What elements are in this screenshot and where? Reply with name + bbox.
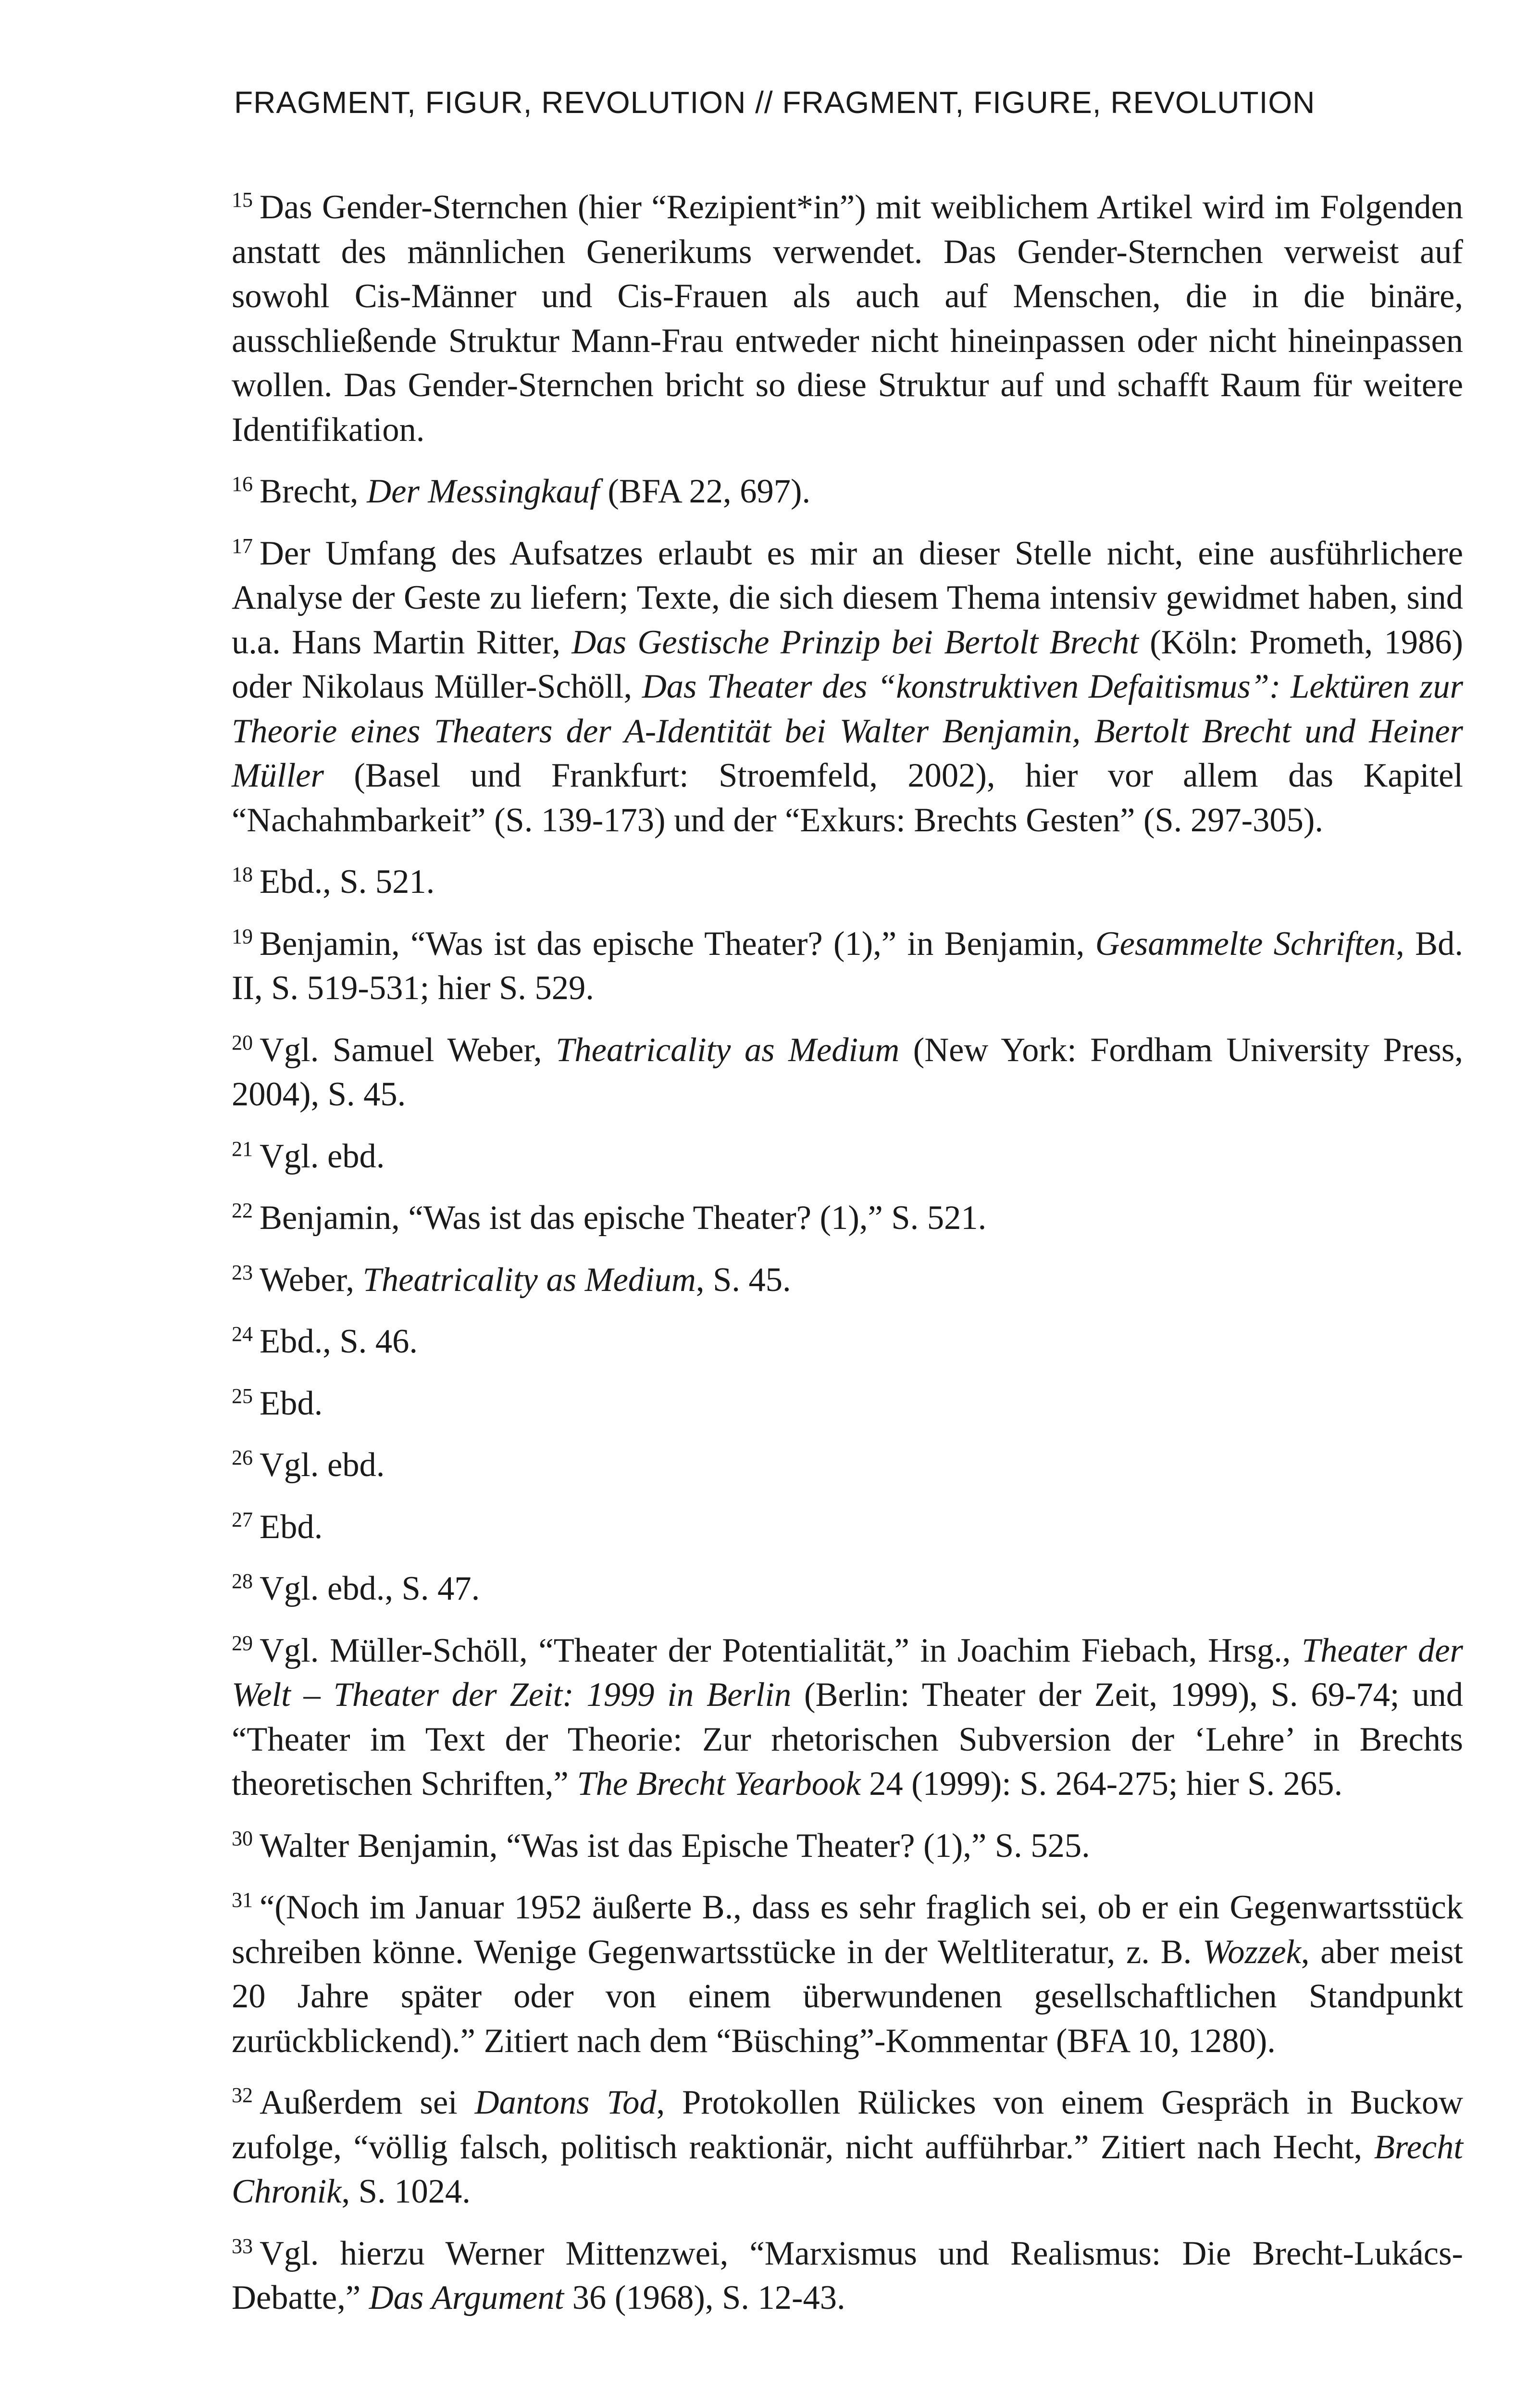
footnote: $^{31}$ “(Noch im Januar 1952 äußerte B., dass es sehr fraglich sei, ob er ein Gegenwartsstück schreiben könne. Wenige Gegenwartsstücke in der Weltliteratur, z. B. Wozzek, aber meist 20 Jahre später oder von einem überwundenen gesellschaftlichen Standpunkt zurückblickend).” Zitiert nach dem “Büsching”-Kommentar (BFA 10, 1280). <box>232 1888 1463 2060</box>
footnote: $^{21}$ Vgl. ebd. <box>232 1137 385 1175</box>
footnote-number: 32 <box>232 2083 253 2107</box>
footnote-number: 15 <box>232 188 253 212</box>
footnotes-list <box>232 185 1463 2338</box>
footnote-number: 30 <box>232 1826 253 1850</box>
footnote-number: 23 <box>232 1260 253 1284</box>
footnote: $^{33}$ Vgl. hierzu Werner Mittenzwei, “Marxismus und Realismus: Die Brecht-Lukács-Debatte,” Das Argument 36 (1968), S. 12-43. <box>232 2234 1463 2316</box>
footnote: $^{18}$ Ebd., S. 521. <box>232 863 435 901</box>
footnote: $^{29}$ Vgl. Müller-Schöll, “Theater der Potentialität,” in Joachim Fiebach, Hrsg., Theater der Welt – Theater der Zeit: 1999 in Berlin (Berlin: Theater der Zeit, 1999), S. 69-74; und “Theater im Text der Theorie: Zur rhetorischen Subversion der ‘Lehre’ in Brechts theoretischen Schriften,” The Brecht Yearbook 24 (1999): S. 264-275; hier S. 265. <box>232 1631 1463 1803</box>
footnote: $^{24}$ Ebd., S. 46. <box>232 1322 418 1360</box>
footnote-number: 17 <box>232 534 253 558</box>
footnote-number: 33 <box>232 2234 253 2258</box>
footnote: $^{26}$ Vgl. ebd. <box>232 1446 385 1484</box>
footnote: $^{30}$ Walter Benjamin, “Was ist das Epische Theater? (1),” S. 525. <box>232 1826 1090 1865</box>
footnote-number: 16 <box>232 472 253 496</box>
running-header: FRAGMENT, FIGUR, REVOLUTION // FRAGMENT, FIGURE, REVOLUTION <box>234 85 1316 120</box>
footnote: $^{27}$ Ebd. <box>232 1507 323 1546</box>
footnote-number: 26 <box>232 1446 253 1469</box>
footnote-number: 29 <box>232 1631 253 1655</box>
footnote: $^{25}$ Ebd. <box>232 1384 323 1422</box>
footnote: $^{19}$ Benjamin, “Was ist das epische Theater? (1),” in Benjamin, Gesammelte Schriften, Bd. II, S. 519-531; hier S. 529. <box>232 924 1463 1007</box>
footnote-number: 25 <box>232 1384 253 1408</box>
footnote-number: 19 <box>232 924 253 948</box>
footnote: $^{17}$ Der Umfang des Aufsatzes erlaubt es mir an dieser Stelle nicht, eine ausführlichere Analyse der Geste zu liefern; Texte, die sich diesem Thema intensiv gewidmet haben, sind u.a. Hans Martin Ritter, Das Gestische Prinzip bei Bertolt Brecht (Köln: Prometh, 1986) oder Nikolaus Müller-Schöll, Das Theater des “konstruktiven Defaitismus”: Lektüren zur Theorie eines Theaters der A-Identität bei Walter Benjamin, Bertolt Brecht und Heiner Müller (Basel und Frankfurt: Stroemfeld, 2002), hier vor allem das Kapitel “Nachahmbarkeit” (S. 139-173) und der “Exkurs: Brechts Gesten” (S. 297-305). <box>232 534 1463 839</box>
footnote-number: 27 <box>232 1507 253 1531</box>
footnote-number: 21 <box>232 1137 253 1161</box>
footnote: $^{28}$ Vgl. ebd., S. 47. <box>232 1569 480 1607</box>
footnote-number: 18 <box>232 863 253 886</box>
footnote: $^{32}$ Außerdem sei Dantons Tod, Protokollen Rülickes von einem Gespräch in Buckow zufolge, “völlig falsch, politisch reaktionär, nicht aufführbar.” Zitiert nach Hecht, Brecht Chronik, S. 1024. <box>232 2083 1463 2210</box>
footnote: $^{16}$ Brecht, Der Messingkauf (BFA 22, 697). <box>232 472 811 510</box>
footnote: $^{20}$ Vgl. Samuel Weber, Theatricality as Medium (New York: Fordham University Press, 2004), S. 45. <box>232 1030 1463 1113</box>
footnote: $^{23}$ Weber, Theatricality as Medium, S. 45. <box>232 1260 791 1299</box>
footnote: $^{15}$ Das Gender-Sternchen (hier “Rezipient*in”) mit weiblichem Artikel wird im Folgenden anstatt des männlichen Generikums verwendet. Das Gender-Sternchen verweist auf sowohl Cis-Männer und Cis-Frauen als auch auf Menschen, die in die binäre, ausschließende Struktur Mann-Frau entweder nicht hineinpassen oder nicht hineinpassen wollen. Das Gender-Sternchen bricht so diese Struktur auf und schafft Raum für weitere Identifikation. <box>232 188 1463 449</box>
footnote-number: 28 <box>232 1569 253 1593</box>
footnote: $^{22}$ Benjamin, “Was ist das epische Theater? (1),” S. 521. <box>232 1199 987 1237</box>
footnote-number: 20 <box>232 1030 253 1054</box>
footnote-number: 22 <box>232 1199 253 1222</box>
footnote-number: 31 <box>232 1888 253 1912</box>
footnote-number: 24 <box>232 1322 253 1346</box>
